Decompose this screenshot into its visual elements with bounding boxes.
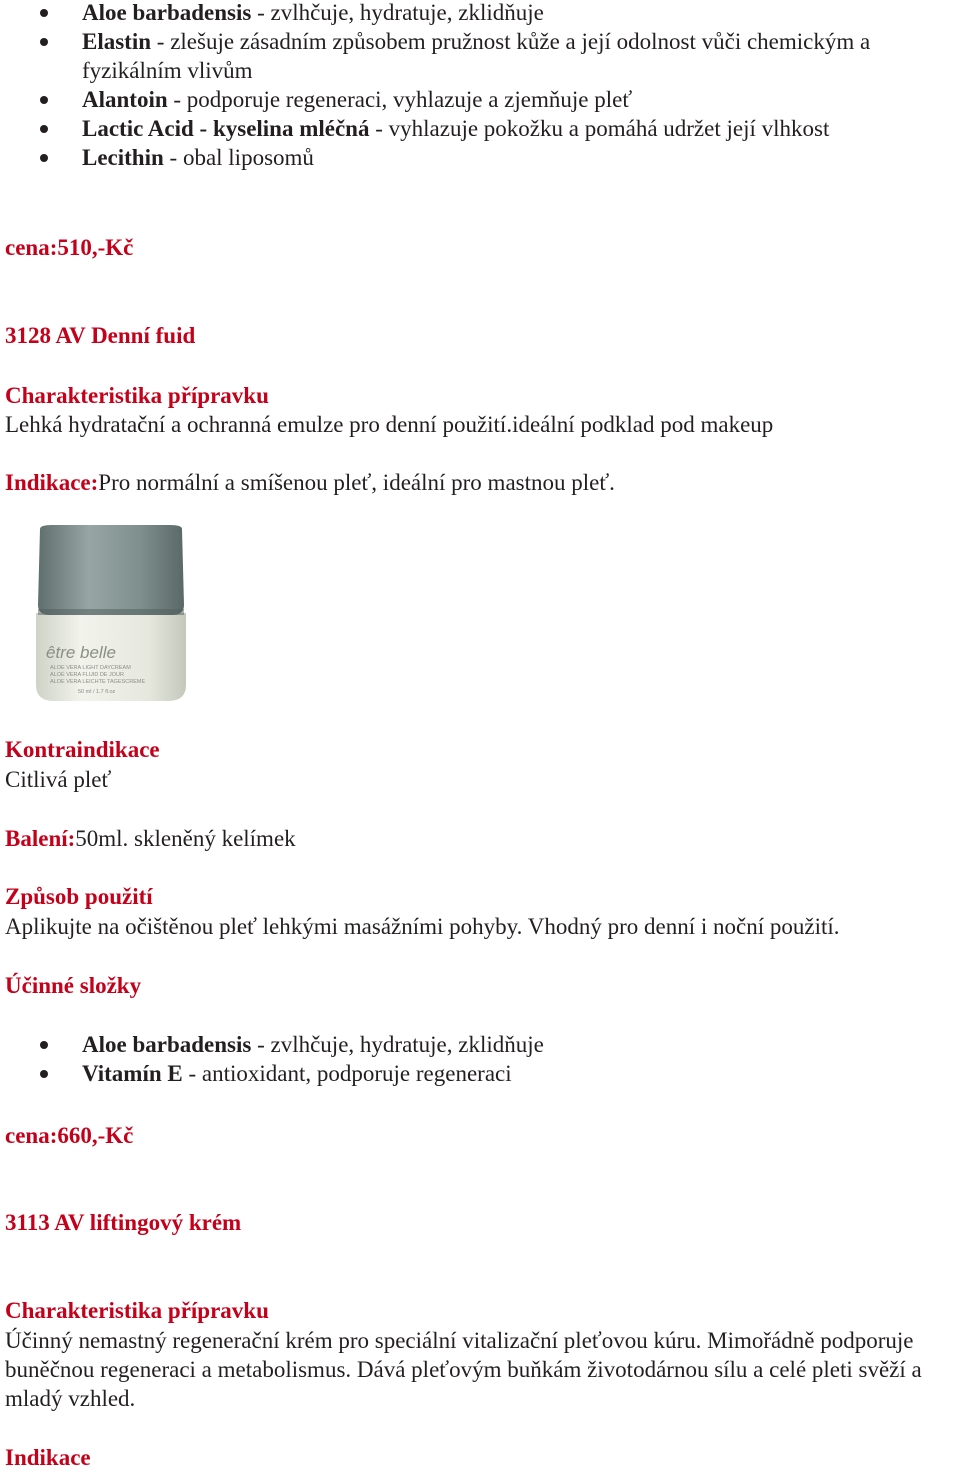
ingredient-desc: - obal liposomů xyxy=(163,145,314,170)
indication-line xyxy=(5,468,954,497)
price-label: cena:660,-Kč xyxy=(5,1123,134,1148)
indication-label: Indikace: xyxy=(5,470,99,495)
ingredient-name: Vitamín E xyxy=(82,1061,183,1086)
section-heading-contraindications: Kontraindikace xyxy=(5,737,160,762)
indication-text: Pro normální a smíšenou pleť, ideální pro mastnou pleť. xyxy=(98,470,615,495)
ingredient-desc: - vyhlazuje pokožku a pomáhá udržet její vlhkost xyxy=(369,116,830,141)
ingredient-desc: - zlešuje zásadním způsobem pružnost kůže a její odolnost vůči chemickým a fyzikálním vlivům xyxy=(82,29,871,83)
list-item xyxy=(0,27,954,85)
svg-text:ALOE VERA LEICHTE TAGESCREME: ALOE VERA LEICHTE TAGESCREME xyxy=(50,679,146,685)
product-title: 3128 AV Denní fuid xyxy=(5,323,196,348)
section-heading-usage: Způsob použití xyxy=(5,884,153,909)
list-item xyxy=(0,0,954,27)
bullet-icon xyxy=(40,1041,48,1049)
packaging-line xyxy=(5,824,954,853)
bullet-icon xyxy=(40,96,48,104)
ingredient-desc: - zvlhčuje, hydratuje, zklidňuje xyxy=(251,1032,544,1057)
bullet-icon xyxy=(40,154,48,162)
svg-text:être belle: être belle xyxy=(46,643,116,662)
cream-jar-image xyxy=(32,525,190,703)
ingredients-list-1 xyxy=(0,0,954,172)
packaging-text: 50ml. skleněný kelímek xyxy=(75,826,296,851)
ingredient-name: Aloe barbadensis xyxy=(82,0,252,25)
list-item xyxy=(0,114,954,143)
characteristics-text: Účinný nemastný regenerační krém pro speciální vitalizační pleťovou kúru. Mimořádně podporuje buněčnou regeneraci a metabolismus. Dává pleťovým buňkám životodárnou sílu a celé pleti svěží a mladý vzhled. xyxy=(5,1328,922,1411)
bullet-icon xyxy=(40,38,48,46)
ingredient-desc: - zvlhčuje, hydratuje, zklidňuje xyxy=(251,0,544,25)
bullet-icon xyxy=(40,9,48,17)
bullet-icon xyxy=(40,1070,48,1078)
packaging-label: Balení: xyxy=(5,826,76,851)
list-item xyxy=(0,85,954,114)
section-heading-active-ingredients: Účinné složky xyxy=(5,973,142,998)
section-heading-indications: Indikace xyxy=(5,1445,91,1470)
ingredient-name: Aloe barbadensis xyxy=(82,1032,252,1057)
characteristics-text: Lehká hydratační a ochranná emulze pro denní použití.ideální podklad pod makeup xyxy=(5,412,774,437)
list-item xyxy=(0,143,954,172)
ingredient-name: Lactic Acid - kyselina mléčná xyxy=(82,116,370,141)
svg-text:ALOE VERA LIGHT DAYCREAM: ALOE VERA LIGHT DAYCREAM xyxy=(50,665,131,671)
ingredient-desc: - antioxidant, podporuje regeneraci xyxy=(182,1061,512,1086)
ingredient-name: Lecithin xyxy=(82,145,164,170)
section-heading-characteristics: Charakteristika přípravku xyxy=(5,1298,269,1323)
list-item xyxy=(0,1059,954,1088)
section-heading-characteristics: Charakteristika přípravku xyxy=(5,383,269,408)
svg-text:ALOÉ VERA FLUID DE JOUR: ALOÉ VERA FLUID DE JOUR xyxy=(50,672,124,678)
ingredients-list-2 xyxy=(0,1030,954,1088)
svg-text:50 ml / 1.7 fl.oz: 50 ml / 1.7 fl.oz xyxy=(78,689,116,695)
contraindications-text: Citlivá pleť xyxy=(5,767,112,792)
ingredient-name: Alantoin xyxy=(82,87,168,112)
ingredient-name: Elastin xyxy=(82,29,152,54)
list-item xyxy=(0,1030,954,1059)
ingredient-desc: - podporuje regeneraci, vyhlazuje a zjemňuje pleť xyxy=(167,87,633,112)
usage-text: Aplikujte na očištěnou pleť lehkými masážními pohyby. Vhodný pro denní i noční použití. xyxy=(5,914,840,939)
product-title: 3113 AV liftingový krém xyxy=(5,1210,242,1235)
price-label: cena:510,-Kč xyxy=(5,235,134,260)
bullet-icon xyxy=(40,125,48,133)
